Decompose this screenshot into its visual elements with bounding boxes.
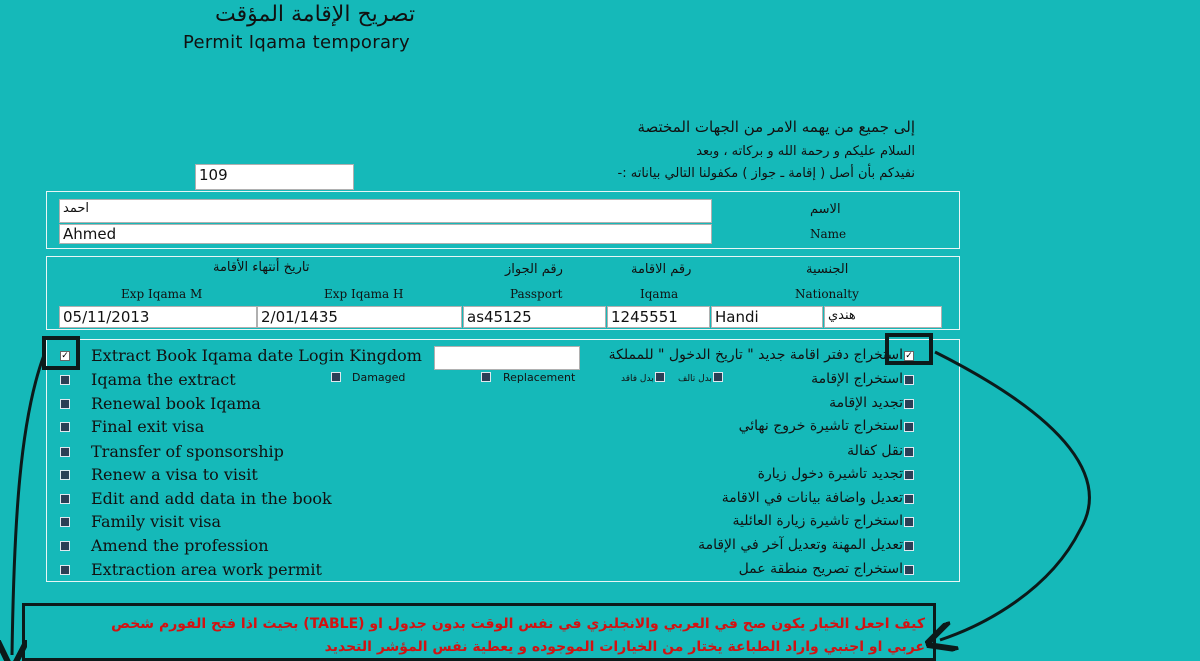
note-line-2: عربي او اجنبي واراد الطباعة يختار من الخيارات الموجوده و يعطية نفس المؤشر التحديد [324,639,925,655]
option-label-ar: نقل كفالة [847,443,903,459]
option-label-en: Iqama the extract [91,370,236,389]
option-label-ar: تجديد تاشيرة دخول زيارة [757,466,903,482]
option-label-en: Edit and add data in the book [91,489,332,508]
passport-label: Passport [510,287,563,301]
right-arrow [935,352,1089,640]
option-label-en: Extraction area work permit [91,560,322,579]
option-label-en: Extract Book Iqama date Login Kingdom [91,346,422,365]
greeting-line-1: إلى جميع من يهمه الامر من الجهات المختصة [637,118,915,136]
option-label-ar: استخراج دفتر اقامة جديد " تاريخ الدخول " للمملكة [608,347,903,363]
option-label-en: Renew a visa to visit [91,465,258,484]
exp-h-label: Exp Iqama H [324,287,404,301]
option-label-en: Final exit visa [91,417,205,436]
passport-label-ar: رقم الجواز [505,262,563,277]
exp-h-field[interactable]: 2/01/1435 [257,306,462,328]
note-box [22,603,936,661]
name-en-field[interactable]: Ahmed [59,224,712,244]
exp-m-label: Exp Iqama M [121,287,203,301]
iqama-label: Iqama [640,287,679,301]
nationality-en-field[interactable]: Handi [711,306,823,328]
option-label-ar: استخراج الإقامة [811,371,903,387]
greeting-line-3: نفيدكم بأن أصل ( إقامة ـ جواز ) مكفولنا التالي بياناته :- [617,166,915,181]
option-label-en: Amend the profession [91,536,269,555]
iqama-label-ar: رقم الاقامة [631,262,692,277]
nationality-ar-field[interactable]: هندي [824,306,942,328]
exp-h-label-ar: تاريخ أنتهاء الأقامة [213,260,310,275]
nationality-label: Nationalty [795,287,859,301]
option-label-en: Family visit visa [91,512,221,531]
option-label-ar: استخراج تاشيرة خروج نهائي [738,418,903,434]
option-label-en: Renewal book Iqama [91,394,261,413]
page-title-en: Permit Iqama temporary [183,32,410,53]
option-label-ar: استخراج تاشيرة زيارة العائلية [732,513,903,529]
option-label-ar: تعديل واضافة بيانات في الاقامة [721,490,903,506]
option-checkbox-en[interactable]: ✓ [61,351,69,361]
option-label-ar: تعديل المهنة وتعديل آخر في الإقامة [698,537,903,553]
option-label-ar: استخراج تصريح منطقة عمل [738,561,903,577]
option-checkbox-ar[interactable]: ✓ [905,351,913,361]
number-field[interactable]: 109 [195,164,354,190]
nationality-label-ar: الجنسية [806,262,849,277]
damaged-label: Damaged [352,371,406,384]
damaged-label-ar: بدل تالف [678,374,712,384]
page-title-ar: تصريح الإقامة المؤقت [215,2,416,27]
name-ar-field[interactable]: احمد [59,199,712,223]
note-line-1: كيف اجعل الخيار يكون صح في العربي والانجليزي في نفس الوقت بدون جدول او (TABLE) بحيث اذا فتح الفورم شخص [111,616,925,632]
replacement-label: Replacement [503,371,576,384]
greeting-line-2: السلام عليكم و رحمة الله و بركاته ، وبعد [696,144,915,159]
option-label-en: Transfer of sponsorship [91,442,284,461]
lost-label-ar: بدل فاقد [621,374,654,384]
name-label-en: Name [810,227,847,241]
passport-field[interactable]: as45125 [463,306,606,328]
name-label-ar: الاسم [810,202,841,217]
exp-m-field[interactable]: 05/11/2013 [59,306,257,328]
option-label-ar: تجديد الإقامة [829,395,903,411]
iqama-field[interactable]: 1245551 [607,306,710,328]
